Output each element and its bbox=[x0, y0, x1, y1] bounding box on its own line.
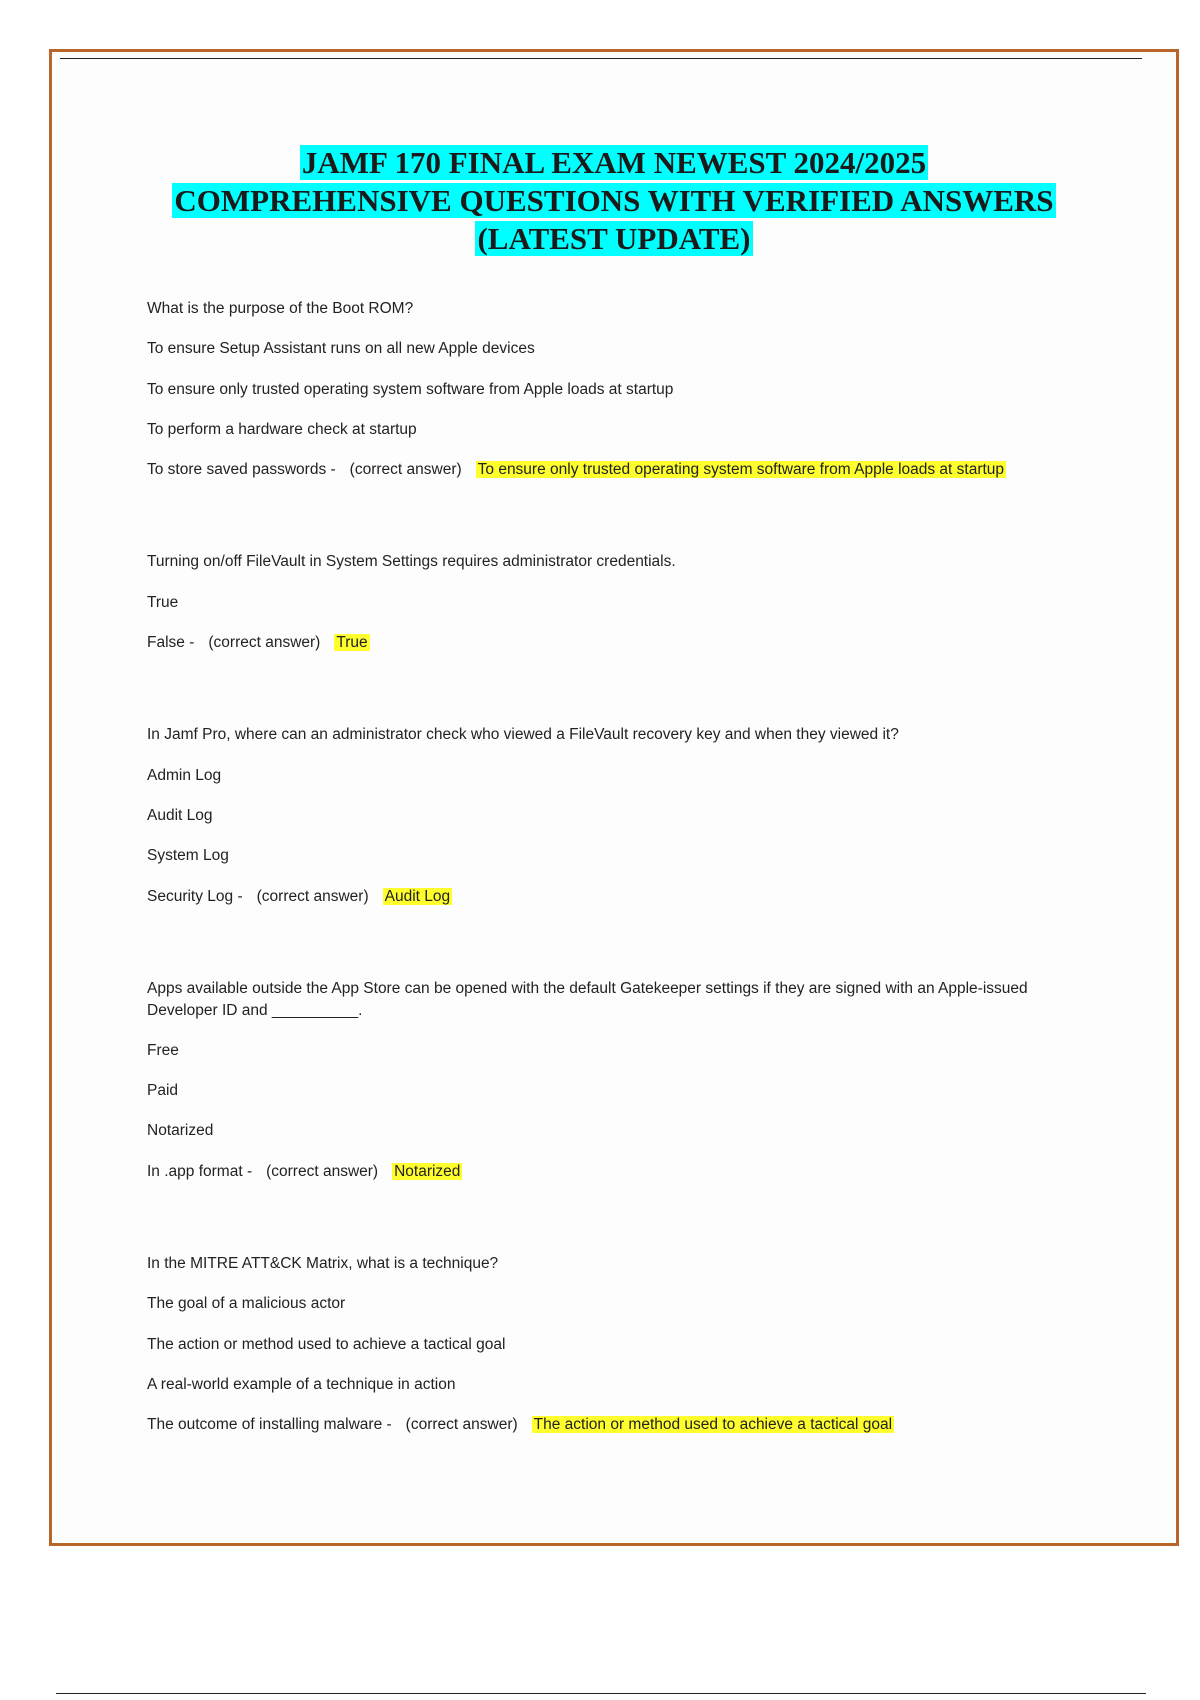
document-title bbox=[52, 144, 1176, 258]
option: To perform a hardware check at startup bbox=[147, 420, 417, 438]
question-text: What is the purpose of the Boot ROM? bbox=[147, 300, 414, 317]
option: In .app format - bbox=[147, 1162, 253, 1180]
title-line-3: (LATEST UPDATE) bbox=[477, 221, 751, 256]
question-block-2 bbox=[147, 551, 1081, 672]
title-line-2: COMPREHENSIVE QUESTIONS WITH VERIFIED ANSWERS bbox=[174, 183, 1054, 218]
answer-line bbox=[147, 632, 1081, 672]
question-block-3 bbox=[147, 724, 1081, 925]
option: False - bbox=[147, 634, 195, 652]
correct-answer-label: (correct answer) bbox=[405, 1416, 518, 1434]
question-block-1 bbox=[147, 298, 1081, 499]
option: Security Log - bbox=[147, 887, 243, 905]
question-text: In the MITRE ATT&CK Matrix, what is a technique? bbox=[147, 1255, 499, 1273]
option: A real-world example of a technique in action bbox=[147, 1375, 456, 1393]
correct-answer-label: (correct answer) bbox=[256, 887, 369, 905]
bottom-rule bbox=[56, 1693, 1146, 1694]
answer-line bbox=[147, 886, 1081, 926]
answer-line bbox=[147, 459, 1081, 499]
correct-answer-label: (correct answer) bbox=[349, 461, 462, 479]
option: Notarized bbox=[147, 1122, 214, 1140]
option: Admin Log bbox=[147, 766, 222, 784]
option: Free bbox=[147, 1041, 179, 1059]
option: The outcome of installing malware - bbox=[147, 1416, 392, 1434]
top-rule bbox=[60, 58, 1142, 59]
correct-answer: The action or method used to achieve a tactical goal bbox=[533, 1416, 893, 1434]
option: The action or method used to achieve a tactical goal bbox=[147, 1335, 506, 1353]
correct-answer: True bbox=[336, 634, 368, 652]
option: The goal of a malicious actor bbox=[147, 1295, 346, 1313]
option: True bbox=[147, 593, 179, 611]
title-line-1: JAMF 170 FINAL EXAM NEWEST 2024/2025 bbox=[301, 145, 927, 180]
correct-answer: Audit Log bbox=[384, 887, 451, 905]
question-text: Turning on/off FileVault in System Settings requires administrator credentials. bbox=[147, 553, 676, 571]
question-text: Apps available outside the App Store can be opened with the default Gatekeeper settings if they are signed with an Apple-issued Developer ID and __________. bbox=[147, 979, 1028, 1019]
questions-list bbox=[147, 298, 1081, 1507]
option: To store saved passwords - bbox=[147, 461, 336, 479]
correct-answer: To ensure only trusted operating system software from Apple loads at startup bbox=[477, 461, 1005, 479]
correct-answer-label: (correct answer) bbox=[266, 1162, 379, 1180]
correct-answer-label: (correct answer) bbox=[208, 634, 321, 652]
answer-line bbox=[147, 1161, 1081, 1201]
answer-line bbox=[147, 1414, 1081, 1454]
option: System Log bbox=[147, 847, 229, 865]
correct-answer: Notarized bbox=[394, 1162, 461, 1180]
option: To ensure only trusted operating system software from Apple loads at startup bbox=[147, 380, 674, 398]
option: Paid bbox=[147, 1082, 179, 1100]
question-block-5 bbox=[147, 1253, 1081, 1454]
question-text: In Jamf Pro, where can an administrator check who viewed a FileVault recovery key and when they viewed it? bbox=[147, 726, 899, 744]
option: Audit Log bbox=[147, 806, 213, 824]
question-block-4 bbox=[147, 978, 1081, 1201]
option: To ensure Setup Assistant runs on all new Apple devices bbox=[147, 340, 535, 358]
page-frame bbox=[49, 49, 1179, 1546]
